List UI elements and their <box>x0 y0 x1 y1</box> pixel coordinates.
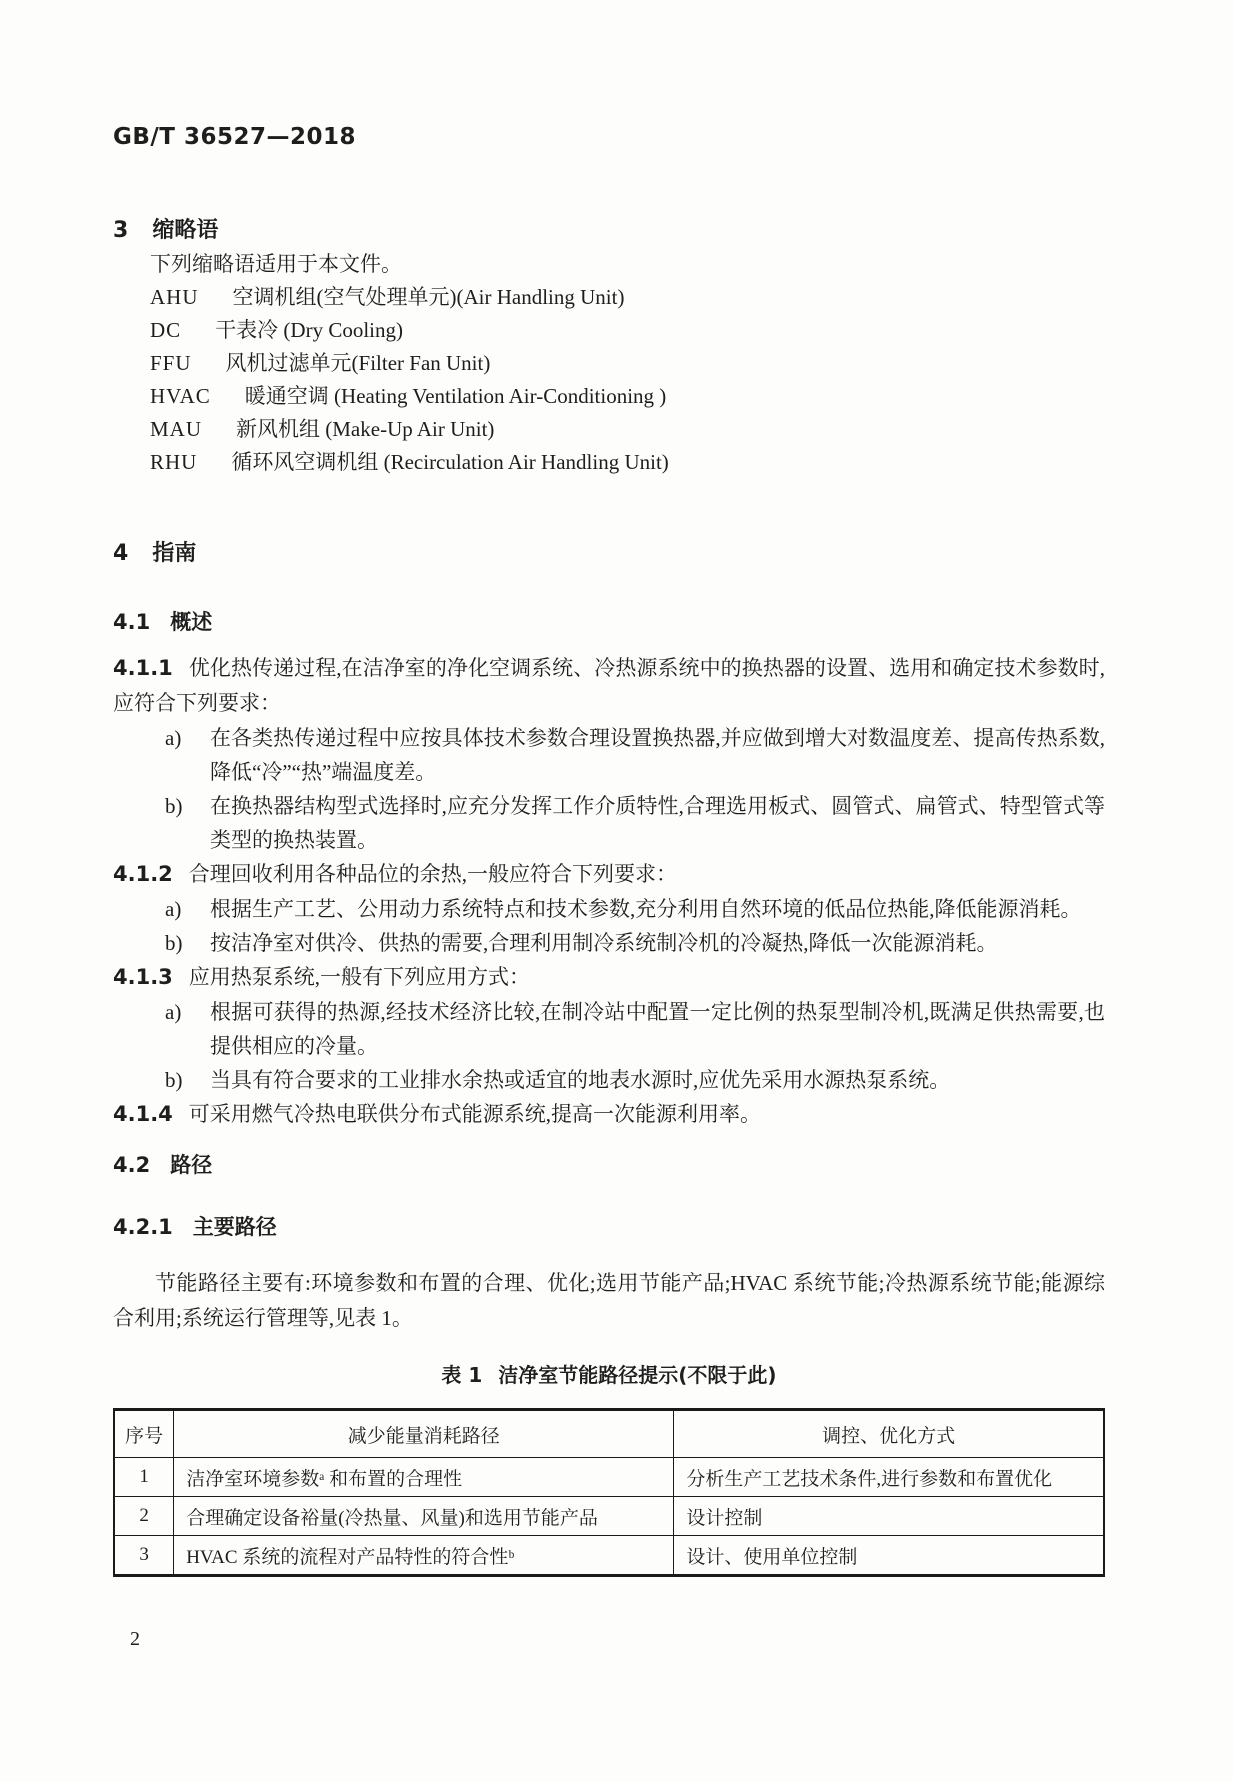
table-cell-path: 合理确定设备裕量(冷热量、风量)和选用节能产品 <box>174 1497 674 1536</box>
abbr-code: AHU <box>150 285 199 309</box>
table-row <box>114 1458 1104 1497</box>
table-row <box>114 1536 1104 1576</box>
list-item-text: 当具有符合要求的工业排水余热或适宜的地表水源时,应优先采用水源热泵系统。 <box>210 1068 951 1092</box>
clause-text: 应用热泵系统,一般有下列应用方式： <box>188 965 531 989</box>
abbr-code: FFU <box>150 351 192 375</box>
table-cell-mode: 分析生产工艺技术条件,进行参数和布置优化 <box>674 1458 1104 1497</box>
table-1-label: 表 1 <box>441 1363 483 1387</box>
abbr-item-dc <box>113 314 1105 347</box>
table-1-title: 洁净室节能路径提示(不限于此) <box>498 1363 777 1387</box>
abbr-item-rhu <box>113 446 1105 479</box>
list-item-text: 根据生产工艺、公用动力系统特点和技术参数,充分利用自然环境的低品位热能,降低能源消耗。 <box>210 897 1082 921</box>
abbr-definition: 循环风空调机组 (Recirculation Air Handling Unit) <box>231 450 669 474</box>
abbr-item-ahu <box>113 281 1105 314</box>
clause-4-1-1 <box>113 651 1105 721</box>
section-4-2-heading <box>113 1148 1105 1182</box>
abbr-item-hvac <box>113 380 1105 413</box>
list-item-text: 按洁净室对供冷、供热的需要,合理利用制冷系统制冷机的冷凝热,降低一次能源消耗。 <box>210 931 998 955</box>
clause-4-1-2 <box>113 857 1105 892</box>
abbr-item-mau <box>113 413 1105 446</box>
clause-4-1-1-item-a <box>113 721 1105 789</box>
section-3-title: 缩略语 <box>152 218 219 243</box>
table-cell-index: 1 <box>114 1458 174 1497</box>
section-3-number: 3 <box>113 218 129 243</box>
clause-4-1-1-item-b <box>113 789 1105 857</box>
section-4-1-number: 4.1 <box>113 610 151 634</box>
section-4-1-heading <box>113 605 1105 639</box>
table-row <box>114 1497 1104 1536</box>
abbr-code: DC <box>150 318 182 342</box>
main-path-paragraph: 节能路径主要有:环境参数和布置的合理、优化;选用节能产品;HVAC 系统节能;冷热源系统节能;能源综合利用;系统运行管理等,见表 1。 <box>113 1271 1105 1330</box>
table-cell-path: HVAC 系统的流程对产品特性的符合性ᵇ <box>174 1536 674 1576</box>
doc-number: GB/T 36527—2018 <box>113 124 357 150</box>
list-item-marker: a) <box>165 1000 182 1024</box>
table-cell-mode: 设计控制 <box>674 1497 1104 1536</box>
clause-number: 4.1.1 <box>113 656 173 680</box>
abbreviations-intro: 下列缩略语适用于本文件。 <box>150 252 402 276</box>
clause-text: 可采用燃气冷热电联供分布式能源系统,提高一次能源利用率。 <box>188 1102 762 1126</box>
section-4-number: 4 <box>113 541 129 566</box>
abbr-definition: 空调机组(空气处理单元)(Air Handling Unit) <box>232 285 625 309</box>
table-header-row <box>114 1410 1104 1458</box>
table-1 <box>113 1408 1105 1577</box>
table-header-path: 减少能量消耗路径 <box>174 1410 674 1458</box>
clause-4-1-3 <box>113 960 1105 995</box>
section-4-title: 指南 <box>152 541 197 566</box>
table-cell-index: 3 <box>114 1536 174 1576</box>
clause-4-1-2-item-a <box>113 892 1105 926</box>
clause-4-1-4 <box>113 1097 1105 1132</box>
table-header-mode: 调控、优化方式 <box>674 1410 1104 1458</box>
abbreviations-list <box>113 281 1105 479</box>
clause-4-1-3-item-b <box>113 1063 1105 1097</box>
abbr-definition: 风机过滤单元(Filter Fan Unit) <box>225 351 491 375</box>
clause-number: 4.1.2 <box>113 862 173 886</box>
abbr-item-ffu <box>113 347 1105 380</box>
abbr-definition: 新风机组 (Make-Up Air Unit) <box>236 417 495 441</box>
list-item-text: 在各类热传递过程中应按具体技术参数合理设置换热器,并应做到增大对数温度差、提高传热系数,降低“冷”“热”端温度差。 <box>210 726 1105 784</box>
section-3-heading <box>113 214 1105 248</box>
list-item-marker: a) <box>165 897 182 921</box>
abbr-code: RHU <box>150 450 198 474</box>
table-cell-path: 洁净室环境参数ᵃ 和布置的合理性 <box>174 1458 674 1497</box>
list-item-text: 根据可获得的热源,经技术经济比较,在制冷站中配置一定比例的热泵型制冷机,既满足供热需要,也提供相应的冷量。 <box>210 1000 1105 1058</box>
abbr-code: MAU <box>150 417 203 441</box>
clause-text: 优化热传递过程,在洁净室的净化空调系统、冷热源系统中的换热器的设置、选用和确定技术参数时,应符合下列要求： <box>113 656 1105 715</box>
section-4-2-number: 4.2 <box>113 1153 151 1177</box>
abbr-definition: 干表冷 (Dry Cooling) <box>215 318 404 342</box>
section-4-2-title: 路径 <box>170 1153 213 1177</box>
abbr-code: HVAC <box>150 384 211 408</box>
clause-number: 4.1.3 <box>113 965 173 989</box>
table-cell-mode: 设计、使用单位控制 <box>674 1536 1104 1576</box>
table-1-caption <box>113 1360 1105 1390</box>
table-header-index: 序号 <box>114 1410 174 1458</box>
page-number: 2 <box>130 1628 141 1650</box>
section-4-1-title: 概述 <box>170 610 213 634</box>
section-4-heading <box>113 537 1105 571</box>
list-item-text: 在换热器结构型式选择时,应充分发挥工作介质特性,合理选用板式、圆管式、扁管式、特型管式等类型的换热装置。 <box>210 794 1105 852</box>
list-item-marker: a) <box>165 726 182 750</box>
section-4-2-1-title: 主要路径 <box>192 1215 277 1239</box>
list-item-marker: b) <box>165 931 183 955</box>
clause-number: 4.1.4 <box>113 1102 173 1126</box>
table-cell-index: 2 <box>114 1497 174 1536</box>
section-4-2-1-heading <box>113 1210 1105 1244</box>
clause-4-1-2-item-b <box>113 926 1105 960</box>
abbr-definition: 暖通空调 (Heating Ventilation Air-Conditioning ) <box>244 384 667 408</box>
clause-4-1-3-item-a <box>113 995 1105 1063</box>
list-item-marker: b) <box>165 794 183 818</box>
clause-text: 合理回收利用各种品位的余热,一般应符合下列要求： <box>188 862 678 886</box>
section-4-2-1-number: 4.2.1 <box>113 1215 173 1239</box>
list-item-marker: b) <box>165 1068 183 1092</box>
